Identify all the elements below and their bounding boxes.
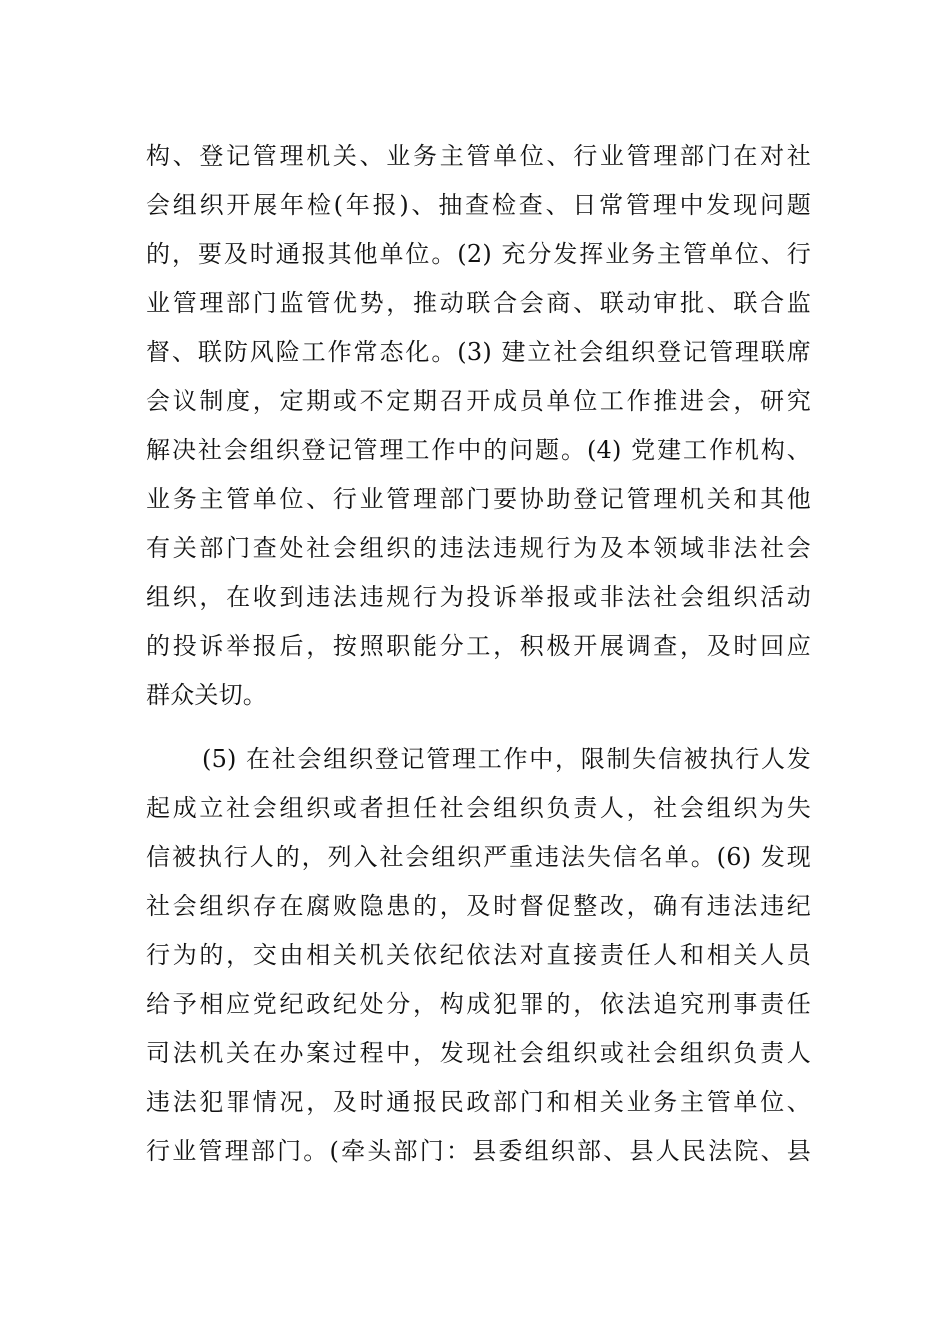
text-line: 群众关切。 [146,681,267,709]
text-line: 会议制度，定期或不定期召开成员单位工作推进会，研究 [146,387,811,415]
text-line: 社会组织存在腐败隐患的，及时督促整改，确有违法违纪 [146,892,811,920]
paragraph-1 [146,132,811,720]
paragraph-spacer [146,720,811,735]
text-line: 给予相应党纪政纪处分，构成犯罪的，依法追究刑事责任 [146,990,811,1018]
text-line: 组织，在收到违法违规行为投诉举报或非法社会组织活动 [146,583,811,611]
text-line: 的投诉举报后，按照职能分工，积极开展调查，及时回应 [146,632,811,660]
paragraph-2 [146,735,811,1176]
text-line: 督、联防风险工作常态化。(3) 建立社会组织登记管理联席 [146,338,811,366]
text-line: 业管理部门监管优势，推动联合会商、联动审批、联合监 [146,289,811,317]
text-line: 行为的，交由相关机关依纪依法对直接责任人和相关人员 [146,941,811,969]
text-line: (5) 在社会组织登记管理工作中，限制失信被执行人发 [202,745,811,773]
text-line: 有关部门查处社会组织的违法违规行为及本领域非法社会 [146,534,811,562]
document-body [146,132,811,1176]
text-line: 的，要及时通报其他单位。(2) 充分发挥业务主管单位、行 [146,240,811,268]
text-line: 违法犯罪情况，及时通报民政部门和相关业务主管单位、 [146,1088,811,1116]
text-line: 起成立社会组织或者担任社会组织负责人，社会组织为失 [146,794,811,822]
text-line: 会组织开展年检(年报)、抽查检查、日常管理中发现问题 [146,191,811,219]
text-line: 解决社会组织登记管理工作中的问题。(4) 党建工作机构、 [146,436,811,464]
text-line: 业务主管单位、行业管理部门要协助登记管理机关和其他 [146,485,811,513]
text-line: 信被执行人的，列入社会组织严重违法失信名单。(6) 发现 [146,843,811,871]
text-line: 司法机关在办案过程中，发现社会组织或社会组织负责人 [146,1039,811,1067]
text-line: 行业管理部门。(牵头部门：县委组织部、县人民法院、县 [146,1137,811,1165]
text-line: 构、登记管理机关、业务主管单位、行业管理部门在对社 [146,142,811,170]
